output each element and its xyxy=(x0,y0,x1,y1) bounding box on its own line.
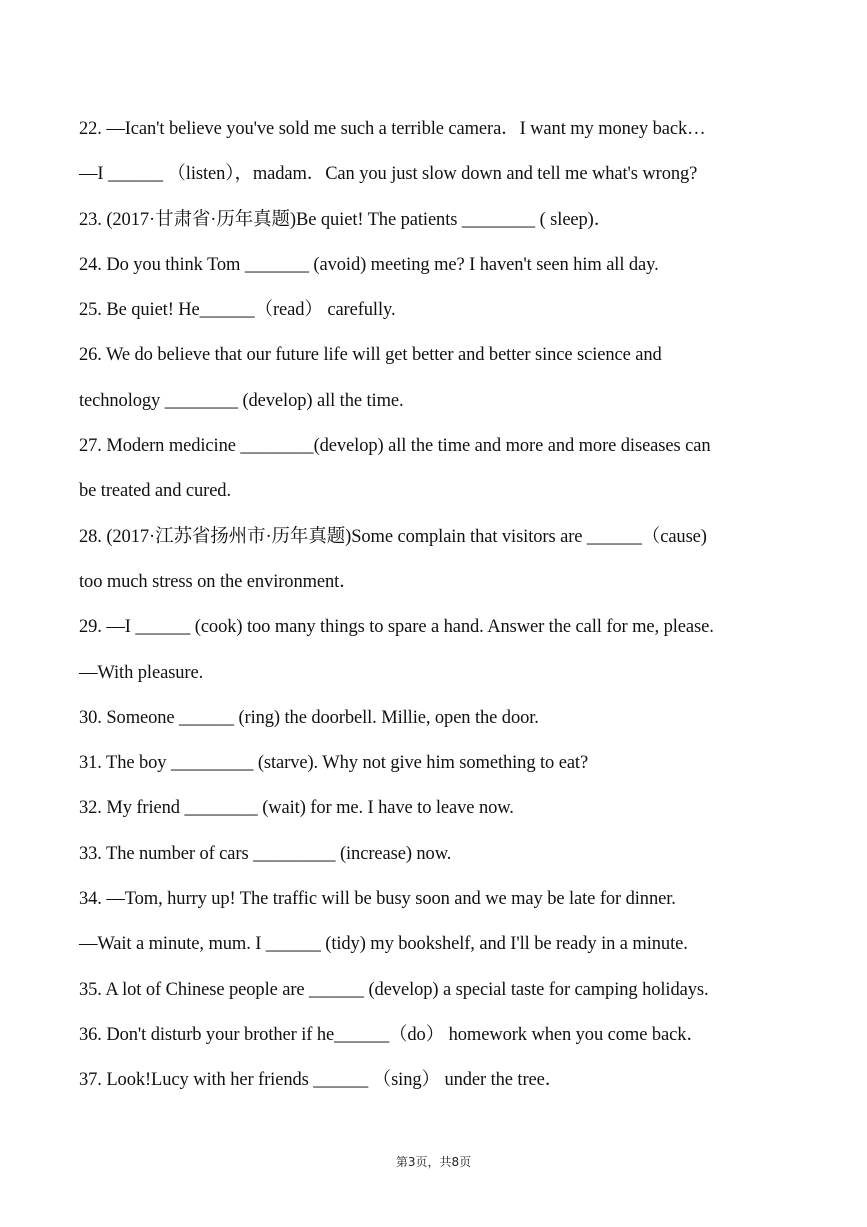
question-34-line-2: —Wait a minute, mum. I ______ (tidy) my bookshelf, and I'll be ready in a minute. xyxy=(79,934,688,955)
question-24: 24. Do you think Tom _______ (avoid) meeting me? I haven't seen him all day. xyxy=(79,254,659,275)
exercise-list xyxy=(79,114,819,1111)
question-32: 32. My friend ________ (wait) for me. I have to leave now. xyxy=(79,798,514,819)
question-26-line-1: 26. We do believe that our future life will get better and better since science and xyxy=(79,345,662,366)
question-37: 37. Look!Lucy with her friends ______ （sing） under the tree． xyxy=(79,1070,564,1091)
question-29-line-1: 29. —I ______ (cook) too many things to spare a hand. Answer the call for me, please. xyxy=(79,617,714,638)
question-25: 25. Be quiet! He______（read） carefully. xyxy=(79,300,396,321)
question-28-line-1: 28. (2017·江苏省扬州市·历年真题)Some complain that visitors are ______（cause) xyxy=(79,526,707,547)
question-30: 30. Someone ______ (ring) the doorbell. Millie, open the door. xyxy=(79,707,539,728)
question-28-line-2: too much stress on the environment． xyxy=(79,571,358,592)
question-34-line-1: 34. —Tom, hurry up! The traffic will be busy soon and we may be late for dinner. xyxy=(79,889,676,910)
question-22-line-1: 22. —Ican't believe you've sold me such a terrible camera．I want my money back… xyxy=(79,119,706,139)
question-22-line-2: —I ______ （listen），madam．Can you just slow down and tell me what's wrong? xyxy=(79,164,698,185)
page-number-footer: 第3页，共8页 xyxy=(395,1155,472,1169)
question-35: 35. A lot of Chinese people are ______ (develop) a special taste for camping holidays. xyxy=(79,979,709,1000)
question-26-line-2: technology ________ (develop) all the time. xyxy=(79,390,404,411)
question-36: 36. Don't disturb your brother if he______（do） homework when you come back． xyxy=(79,1024,705,1045)
question-31: 31. The boy _________ (starve). Why not give him something to eat? xyxy=(79,753,589,774)
question-23: 23. (2017·甘肃省·历年真题)Be quiet! The patients ________ ( sleep)． xyxy=(79,209,613,230)
question-27-line-2: be treated and cured. xyxy=(79,481,231,502)
question-33: 33. The number of cars _________ (increase) now. xyxy=(79,843,452,864)
question-29-line-2: —With pleasure. xyxy=(79,662,204,683)
question-27-line-1: 27. Modern medicine ________(develop) all the time and more and more diseases can xyxy=(79,436,711,457)
